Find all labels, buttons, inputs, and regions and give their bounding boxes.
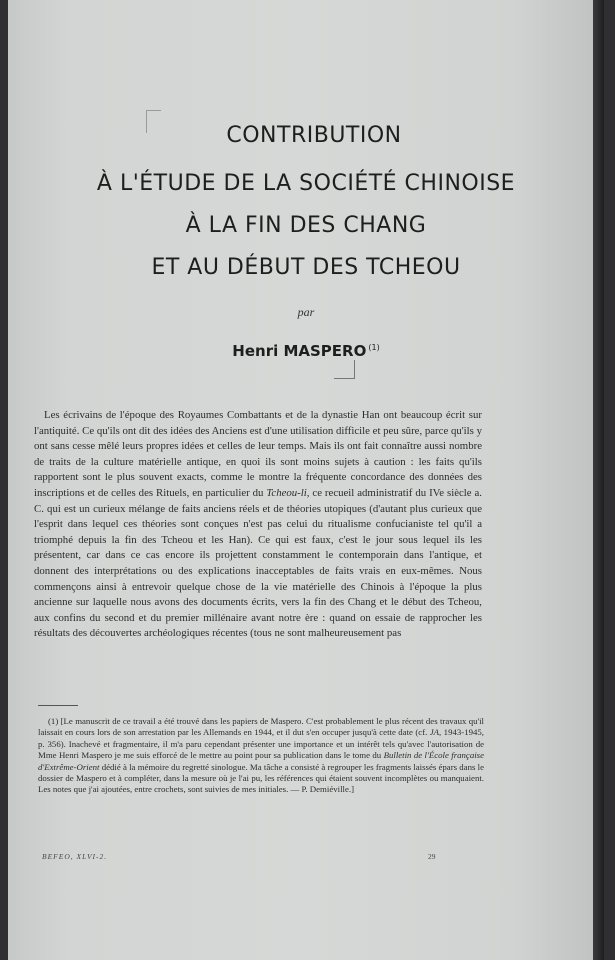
pencil-mark	[334, 360, 355, 379]
document-page	[8, 0, 604, 960]
footnote-italic: Bulletin de l'École française d'Extrême-Orient	[38, 750, 485, 772]
body-paragraph	[34, 408, 482, 642]
footnote	[38, 716, 484, 796]
author-text: Henri MASPERO	[232, 342, 367, 360]
title-line-2: À L'ÉTUDE DE LA SOCIÉTÉ CHINOISE	[96, 171, 516, 196]
footnote-rule	[38, 705, 78, 706]
body-text: Les écrivains de l'époque des Royaumes Combattants et de la dynastie Han ont beaucoup écrit sur l'antiquité. Ce qu'ils ont dit des idées des Anciens est d'une utilisation difficile et peu sûre, parce qu'ils y ont sans cesse mêlé leurs propres idées et celles de leur temps. Mais ils ont fait connaître aussi nombre de traits de la culture matérielle antique, en quoi ils sont moins sujets à caution : les faits qu'ils rapportent sont le plus souvent exacts, comme le montre la fréquente concordance des données des inscriptions et de celles des Rituels, en particulier du	[34, 409, 482, 499]
page-edge-shadow	[593, 0, 604, 960]
body-text: , ce recueil administratif du IVe siècle a. C. qui est un curieux mélange de faits anciens réels et de théories utopiques (d'autant plus curieux que l'esprit dans lequel ces théories sont conçues n'est pas celui du ritualisme confucianiste tel qu'il a triomphé depuis la fin des Tcheou et les Han). Ce qui est faux, c'est le jour sous lequel ils les présentent, car dans ce cas encore ils projettent constamment le contemporain dans l'antique, et donnent des interprétations ou des explications inacceptables de faits vrais en eux-mêmes. Nous commençons ainsi à entrevoir quelque chose de la vie matérielle des Chinois à l'époque la plus ancienne sur laquelle nous avons des documents écrits, vers la fin des Chang et le début des Tcheou, aux confins du second et du premier millénaire avant notre ère : quand on essaie de rapprocher les résultats des découvertes archéologiques récentes (tous ne sont malheureusement pas	[34, 486, 482, 640]
body-italic: Tcheou-li	[266, 486, 307, 499]
title-line-1: CONTRIBUTION	[226, 123, 402, 148]
footnote-marker: (1)	[368, 343, 380, 352]
page-number: 29	[428, 852, 436, 861]
footnote-text: (1) [Le manuscrit de ce travail a été trouvé dans les papiers de Maspero. C'est probablement le plus récent des travaux qu'il laissait en cours lors de son arrestation par les Allemands en 1944, et il dut s'en occuper jusqu'à cette date (cf.	[38, 716, 484, 738]
author-name	[8, 342, 604, 360]
footnote-italic: JA	[429, 727, 440, 738]
journal-reference: BEFEO, XLVI-2.	[42, 852, 108, 861]
footnote-text: , 1943-1945, p. 356). Inachevé et fragmentaire, il m'a paru cependant présenter une importance et un intérêt tels qu'avec l'autorisation de Mme Henri Maspero je me suis efforcé de le mettre au point pour sa publication dans le tome du	[38, 727, 484, 761]
byline: par	[297, 305, 315, 319]
title-line-3: À LA FIN DES CHANG	[185, 213, 427, 238]
title-line-4: ET AU DÉBUT DES TCHEOU	[151, 255, 461, 280]
footnote-text: dédié à la mémoire du regretté sinologue. Ma tâche a consisté à regrouper les fragments laissés épars dans le dossier de Maspero et à compléter, dans la mesure où je l'ai pu, les références qui étaient souvent incomplètes ou manquaient. Les notes que j'ai ajoutées, entre crochets, sont suivies de mes initiales. — P. Demiéville.]	[38, 761, 484, 795]
